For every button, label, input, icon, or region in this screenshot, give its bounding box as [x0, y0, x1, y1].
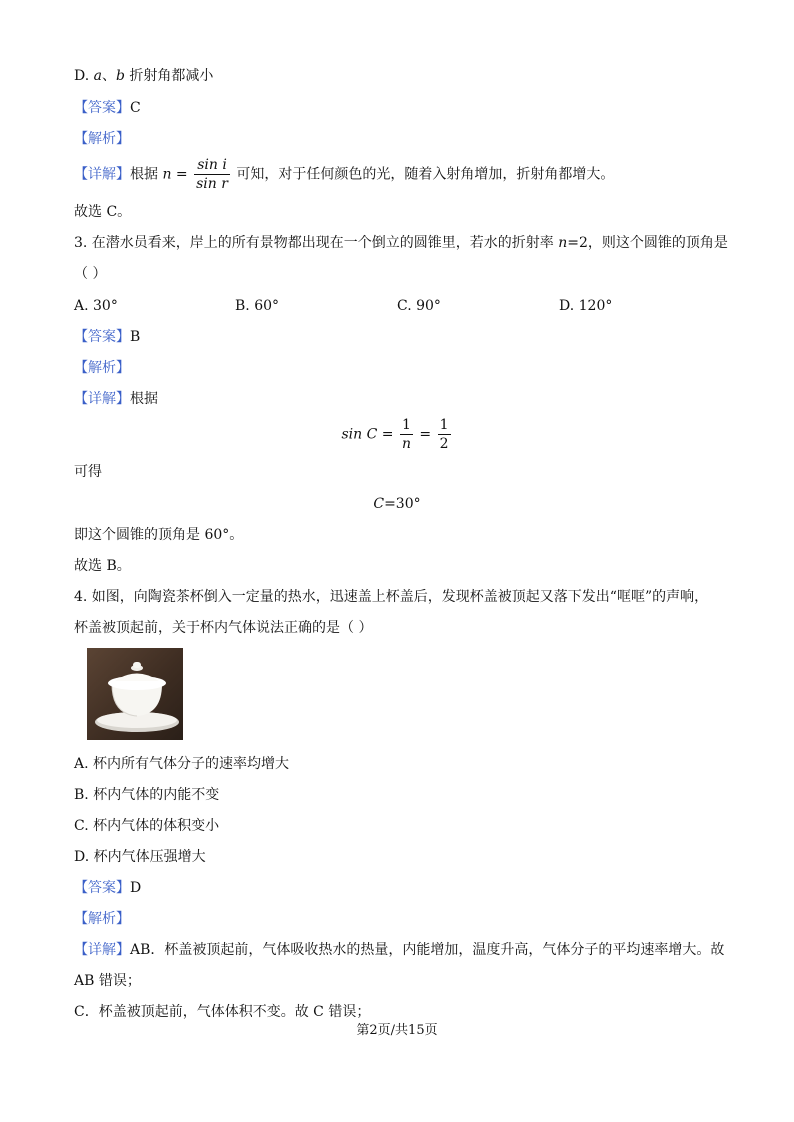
q4-detail-line1: 【详解】AB．杯盖被顶起前，气体吸收热水的热量，内能增加，温度升高，气体分子的平均速率增大。故	[74, 942, 725, 958]
q3-option-b: B. 60°	[235, 298, 280, 314]
q3-detail: 【详解】根据	[74, 391, 158, 407]
q2-option-d: D. a、b 折射角都减小	[74, 68, 214, 84]
q3-answer: 【答案】B	[74, 329, 141, 345]
q3-option-c: C. 90°	[397, 298, 441, 314]
q3-stem-line2: （ ）	[74, 266, 107, 282]
q4-option-d: D. 杯内气体压强增大	[74, 849, 206, 865]
q4-answer: 【答案】D	[74, 880, 142, 896]
q3-option-d: D. 120°	[559, 298, 613, 314]
q2-conclusion: 故选 C。	[74, 204, 132, 220]
q4-option-b: B. 杯内气体的内能不变	[74, 787, 220, 803]
q3-analysis-tag: 【解析】	[74, 360, 130, 376]
q3-result: C=30°	[373, 496, 421, 512]
q3-stem-line1: 3. 在潜水员看来，岸上的所有景物都出现在一个倒立的圆锥里，若水的折射率 n=2，则这个圆锥的顶角是	[74, 235, 728, 251]
q3-formula: sin C = $\frac{1}{n}$ = $\frac{1}{2}$	[341, 417, 449, 452]
q2-analysis-tag: 【解析】	[74, 131, 130, 147]
q4-stem-line1: 4. 如图，向陶瓷茶杯倒入一定量的热水，迅速盖上杯盖后，发现杯盖被顶起又落下发出“哐哐”的声响，	[74, 589, 709, 605]
teacup-illustration	[87, 648, 183, 740]
q3-conclusion: 故选 B。	[74, 558, 131, 574]
q3-option-a: A. 30°	[74, 298, 118, 314]
q2-detail: 【详解】根据 n = $\frac{\text{sin i}}{\text{sin r}}$ 可知，对于任何颜色的光，随着入射角增加，折射角都增大。	[74, 157, 615, 192]
q4-option-a: A. 杯内所有气体分子的速率均增大	[74, 756, 290, 772]
q4-detail-line2: AB 错误；	[74, 973, 141, 989]
q3-result-pre: 可得	[74, 464, 102, 480]
q4-option-c: C. 杯内气体的体积变小	[74, 818, 220, 834]
formula-lhs: n =	[162, 166, 188, 183]
refraction-fraction: $\frac{\text{sin i}}{\text{sin r}}$	[196, 157, 228, 192]
q4-analysis-tag: 【解析】	[74, 911, 130, 927]
q4-detail-line3: C．杯盖被顶起前，气体体积不变。故 C 错误；	[74, 1004, 371, 1020]
q2-answer: 【答案】C	[74, 100, 141, 116]
page-footer: 第2页/共15页	[356, 1023, 438, 1038]
teacup-image	[87, 648, 183, 740]
q3-cone-line: 即这个圆锥的顶角是 60°。	[74, 527, 244, 543]
q4-stem-line2: 杯盖被顶起前，关于杯内气体说法正确的是（ ）	[74, 620, 373, 636]
